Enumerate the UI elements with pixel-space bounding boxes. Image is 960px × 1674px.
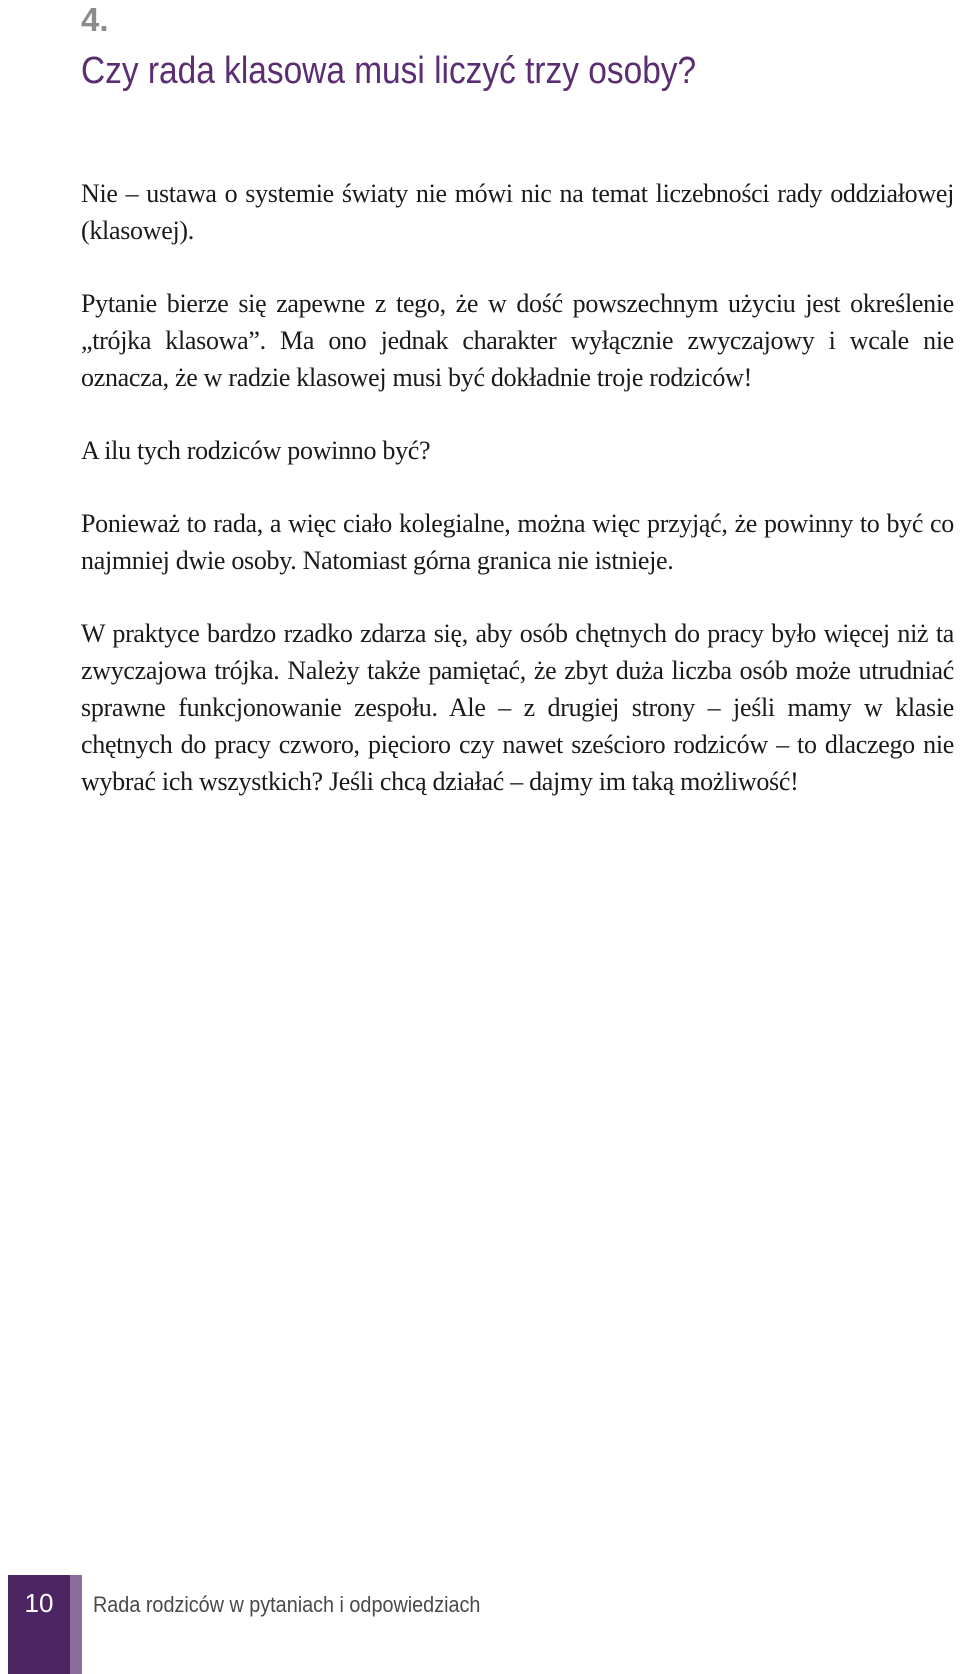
paragraph: W praktyce bardzo rzadko zdarza się, aby osób chętnych do pracy było więcej niż ta zwyczajowa trójka. Należy także pamiętać, że zbyt duża liczba osób może utrudniać sprawne funkcjonowanie zespołu. Ale – z drugiej strony – jeśli mamy w klasie chętnych do pracy czworo, pięcioro czy nawet sześcioro rodziców – to dlaczego nie wybrać ich wszystkich? Jeśli chcą działać – dajmy im taką możliwość!: [81, 619, 954, 796]
chapter-number: 4.: [81, 1, 109, 38]
paragraph: A ilu tych rodziców powinno być?: [81, 436, 431, 465]
body-text: [81, 175, 954, 836]
footer-accent-stripe: [70, 1575, 82, 1674]
running-footer-title: Rada rodziców w pytaniach i odpowiedziach: [93, 1592, 481, 1617]
paragraph: Ponieważ to rada, a więc ciało kolegialne, można więc przyjąć, że powinny to być co najmniej dwie osoby. Natomiast górna granica nie istnieje.: [81, 509, 954, 575]
chapter-title: Czy rada klasowa musi liczyć trzy osoby?: [81, 50, 697, 92]
page-number: 10: [24, 1588, 54, 1618]
paragraph: Nie – ustawa o systemie światy nie mówi nic na temat liczebności rady oddziałowej (klasowej).: [81, 179, 954, 245]
paragraph: Pytanie bierze się zapewne z tego, że w dość powszechnym użyciu jest określenie „trójka klasowa”. Ma ono jednak charakter wyłącznie zwyczajowy i wcale nie oznacza, że w radzie klasowej musi być dokładnie troje rodziców!: [81, 289, 954, 392]
